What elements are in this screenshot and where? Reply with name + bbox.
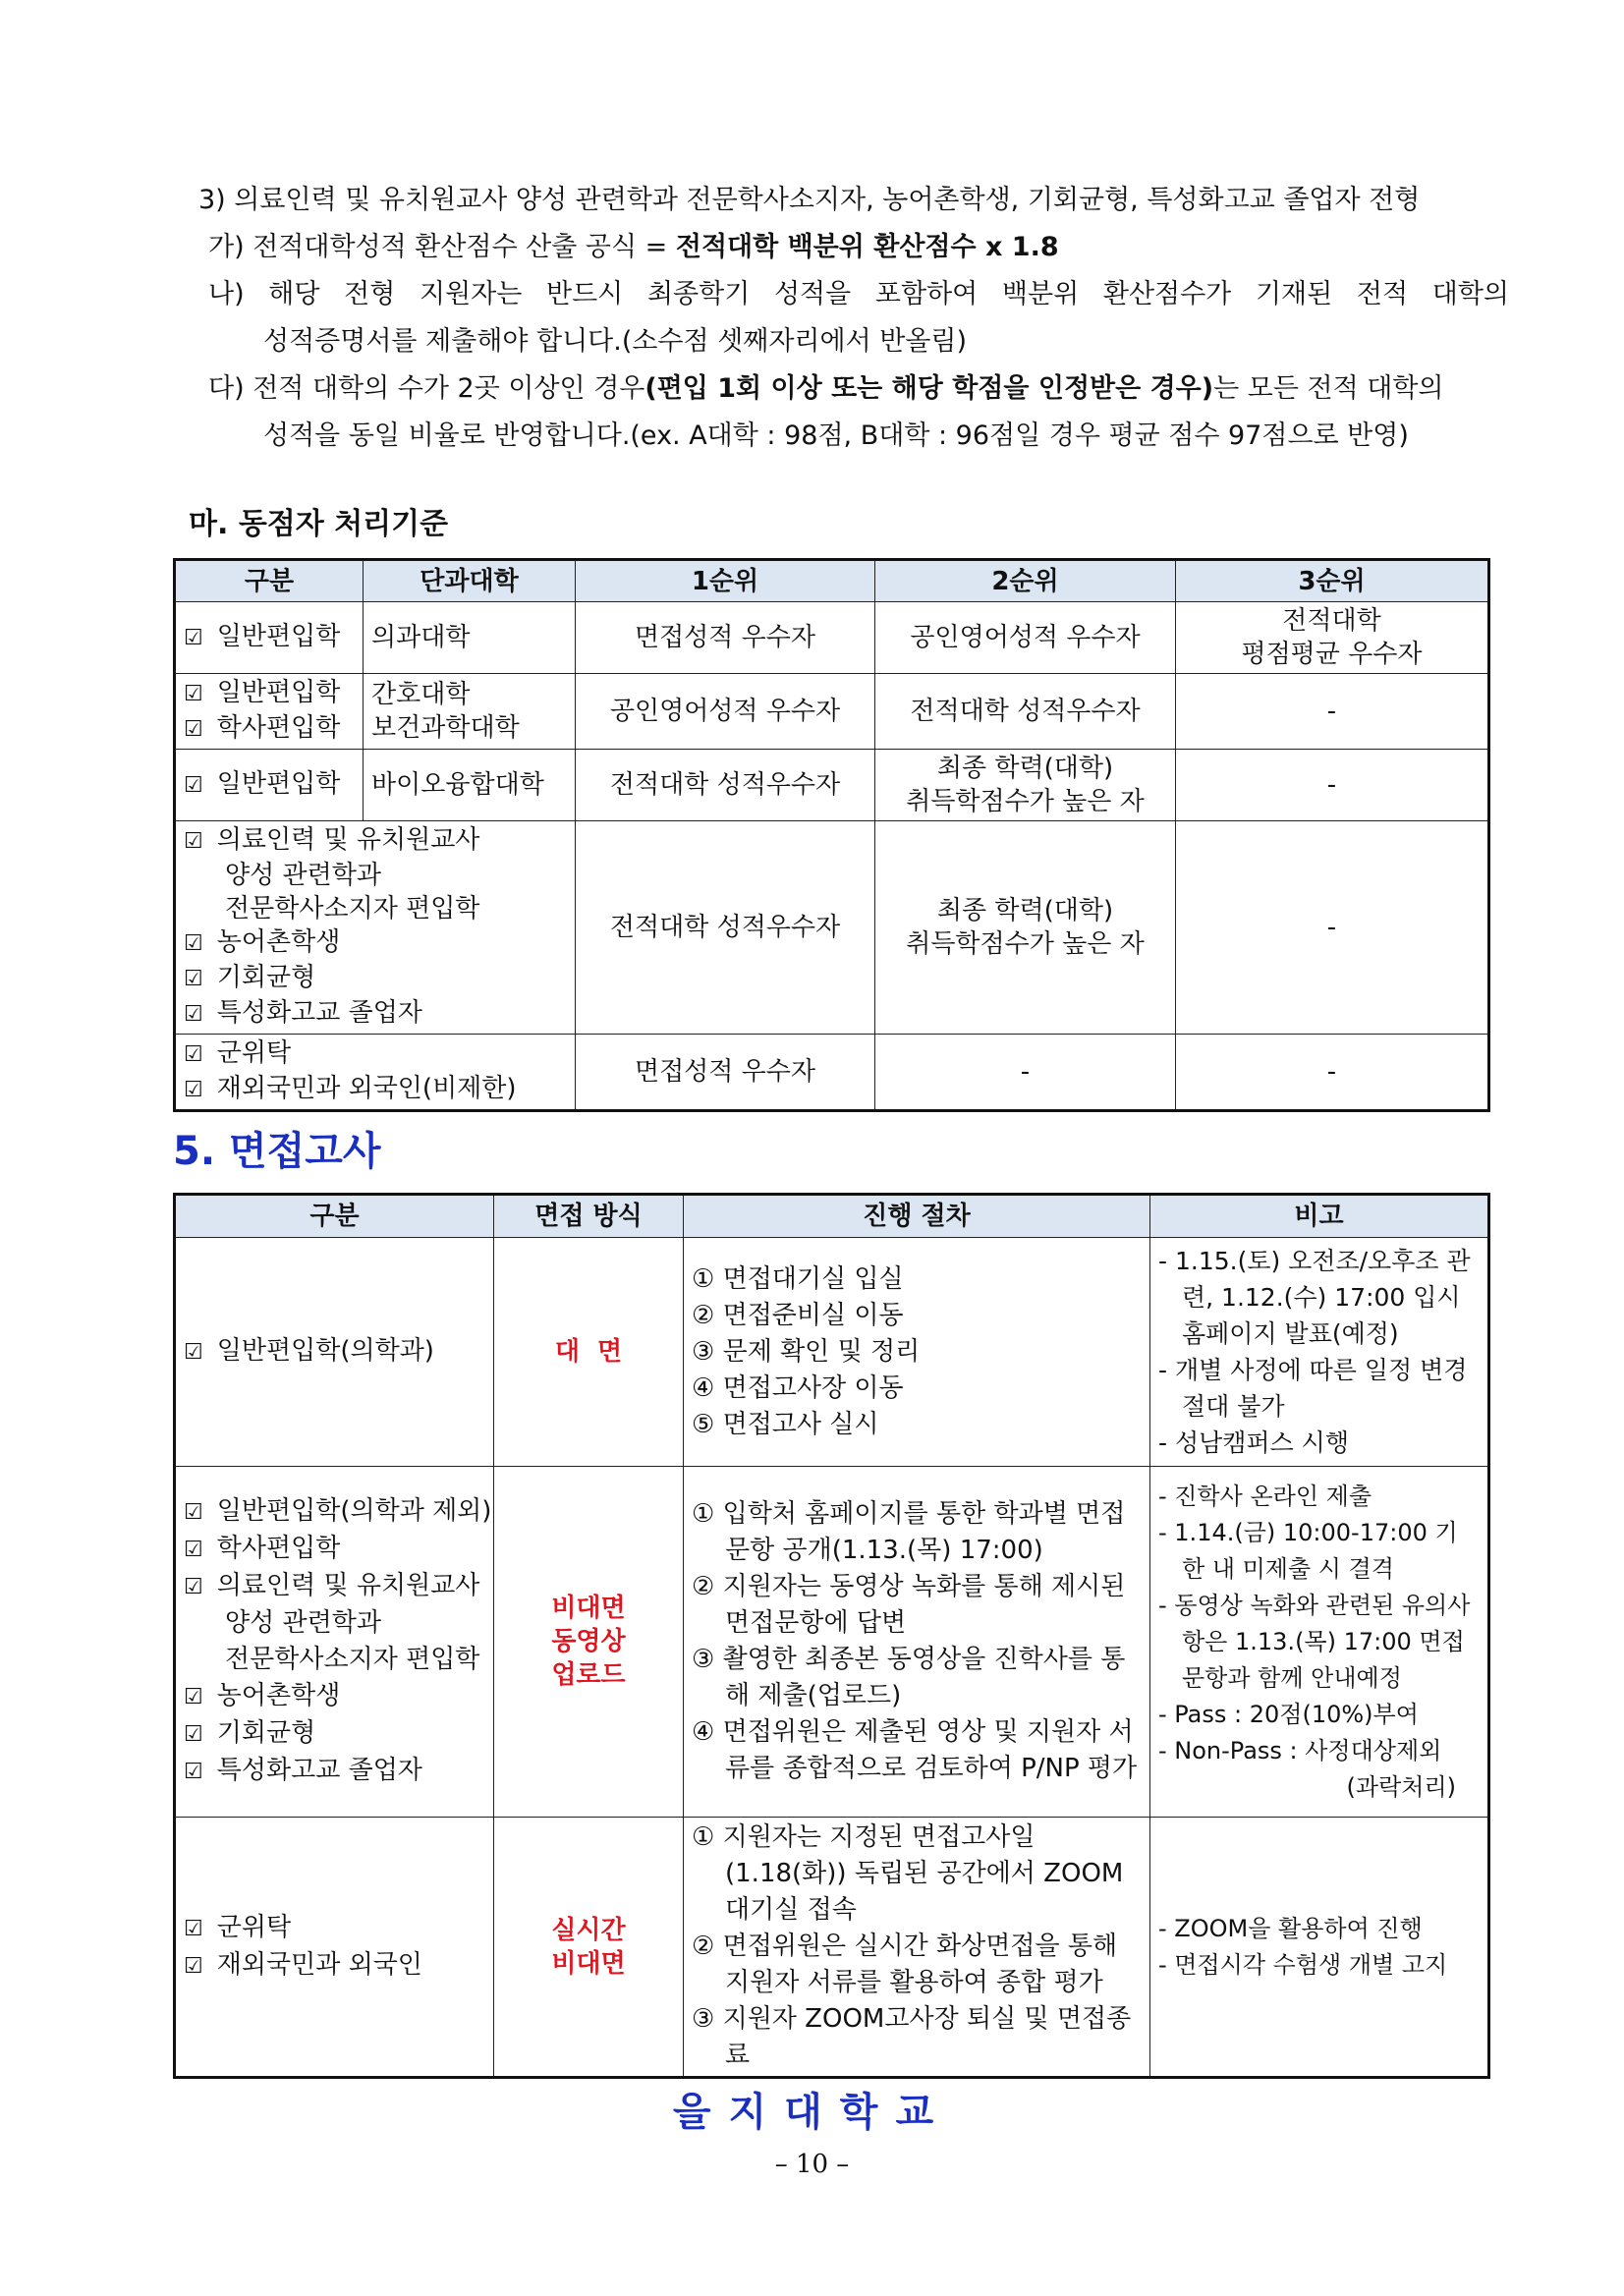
checkbox-icon: ☑	[184, 1078, 203, 1102]
checkbox-icon: ☑	[184, 1722, 203, 1747]
cell-text: 농어촌학생	[216, 927, 341, 957]
cell-text: 학사편입학	[216, 713, 341, 743]
cell-rank3: -	[1176, 750, 1489, 821]
cell-method	[494, 1818, 684, 2078]
intro-line-5-text: 다) 전적 대학의 수가 2곳 이상인 경우	[208, 373, 645, 404]
cell-text: 동영상	[551, 1627, 626, 1656]
step-item: ② 지원자는 동영상 녹화를 통해 제시된 면접문항에 답변	[692, 1572, 1126, 1638]
cell-rank2	[875, 821, 1176, 1035]
tiebreak-heading: 마. 동점자 처리기준	[189, 507, 449, 541]
step-item: ④ 면접고사장 이동	[692, 1372, 904, 1403]
cell-text: 양성 관련학과	[225, 1608, 381, 1638]
checkbox-icon: ☑	[184, 682, 203, 706]
checkbox-icon: ☑	[184, 1538, 203, 1562]
step-item: ② 면접준비실 이동	[692, 1300, 904, 1330]
cell-category	[175, 1238, 494, 1467]
cell-text: 특성화고교 졸업자	[216, 998, 422, 1028]
checkbox-icon: ☑	[184, 1760, 203, 1784]
table-row	[175, 1238, 1489, 1467]
step-item: ③ 촬영한 최종본 동영상을 진학사를 통해 제출(업로드)	[692, 1645, 1126, 1710]
col-header-category: 구분	[175, 560, 364, 602]
cell-method	[494, 1467, 684, 1818]
note-item: - 1.15.(토) 오전조/오후조 관련, 1.12.(수) 17:00 입시홈페이지 발표(예정)	[1158, 1247, 1471, 1348]
note-item: - 1.14.(금) 10:00-17:00 기한 내 미제출 시 결격	[1158, 1518, 1458, 1583]
step-item: ③ 문제 확인 및 정리	[692, 1336, 921, 1367]
checkbox-icon: ☑	[184, 931, 203, 956]
checkbox-icon: ☑	[184, 1685, 203, 1709]
cell-rank1: 면접성적 우수자	[576, 1035, 875, 1111]
cell-text: 기회균형	[216, 1718, 316, 1748]
col-header-rank3: 3순위	[1176, 560, 1489, 602]
cell-text: 의료인력 및 유치원교사	[216, 1571, 480, 1600]
intro-line-6: 성적을 동일 비율로 반영합니다.(ex. A대학 : 98점, B대학 : 96점일 경우 평균 점수 97점으로 반영)	[263, 420, 1409, 451]
cell-text: 농어촌학생	[216, 1681, 341, 1710]
interview-heading: 5. 면접고사	[173, 1129, 381, 1174]
cell-category	[175, 1818, 494, 2078]
cell-rank1: 전적대학 성적우수자	[576, 821, 875, 1035]
table-row	[175, 1818, 1489, 2078]
interview-table	[173, 1193, 1490, 2079]
intro-line-5-bold: (편입 1회 이상 또는 해당 학점을 인정받은 경우)	[644, 373, 1214, 404]
cell-text: 특성화고교 졸업자	[216, 1756, 422, 1785]
intro-line-1: 3) 의료인력 및 유치원교사 양성 관련학과 전문학사소지자, 농어촌학생, 기회균형, 특성화고교 졸업자 전형	[198, 185, 1421, 215]
cell-text: 일반편입학	[216, 622, 341, 651]
checkbox-icon: ☑	[184, 1500, 203, 1525]
cell-college: 바이오융합대학	[364, 750, 576, 821]
cell-notes	[1150, 1467, 1489, 1818]
cell-category	[175, 674, 364, 750]
table-row	[175, 1035, 1489, 1111]
cell-notes	[1150, 1238, 1489, 1467]
cell-category	[175, 1035, 576, 1111]
step-item: ① 지원자는 지정된 면접고사일(1.18(화)) 독립된 공간에서 ZOOM 대기실 접속	[692, 1822, 1124, 1925]
interview-header-row	[175, 1195, 1489, 1238]
cell-text: 실시간	[551, 1915, 626, 1945]
table-row	[175, 602, 1489, 674]
table-row	[175, 674, 1489, 750]
cell-category	[175, 750, 364, 821]
cell-procedure	[684, 1818, 1150, 2078]
checkbox-icon: ☑	[184, 1340, 203, 1365]
tiebreak-header-row	[175, 560, 1489, 602]
cell-rank1: 면접성적 우수자	[576, 602, 875, 674]
cell-procedure	[684, 1467, 1150, 1818]
note-item: - 진학사 온라인 제출	[1158, 1482, 1372, 1510]
cell-text: 일반편입학(의학과)	[216, 1336, 434, 1366]
cell-rank3: -	[1176, 674, 1489, 750]
cell-text: 전문학사소지자 편입학	[225, 894, 480, 924]
step-item: ⑤ 면접고사 실시	[692, 1409, 879, 1439]
cell-text: 비대면	[551, 1948, 626, 1979]
col-header-procedure: 진행 절차	[684, 1195, 1150, 1238]
intro-line-5-tail: 는 모든 전적 대학의	[1213, 373, 1444, 404]
cell-rank3: -	[1176, 1035, 1489, 1111]
cell-category	[175, 602, 364, 674]
cell-text: 군위탁	[216, 1038, 292, 1068]
step-item: ③ 지원자 ZOOM고사장 퇴실 및 면접종료	[692, 2004, 1132, 2070]
cell-rank2	[875, 750, 1176, 821]
cell-rank1: 전적대학 성적우수자	[576, 750, 875, 821]
col-header-category: 구분	[175, 1195, 494, 1238]
cell-text: 일반편입학(의학과 제외)	[216, 1496, 492, 1526]
cell-text: 전문학사소지자 편입학	[225, 1645, 480, 1674]
intro-section	[193, 177, 1509, 460]
cell-procedure	[684, 1238, 1150, 1467]
checkbox-icon: ☑	[184, 717, 203, 742]
step-item: ② 면접위원은 실시간 화상면접을 통해 지원자 서류를 활용하여 종합 평가	[692, 1932, 1118, 1997]
cell-text: 취득학점수가 높은 자	[906, 787, 1145, 816]
checkbox-icon: ☑	[184, 773, 203, 798]
cell-rank1: 공인영어성적 우수자	[576, 674, 875, 750]
table-row	[175, 821, 1489, 1035]
cell-college	[364, 674, 576, 750]
col-header-rank1: 1순위	[576, 560, 875, 602]
col-header-rank2: 2순위	[875, 560, 1176, 602]
note-item: - ZOOM을 활용하여 진행	[1158, 1914, 1423, 1942]
note-item: - 개별 사정에 따른 일정 변경 절대 불가	[1158, 1356, 1468, 1421]
cell-text: 평점평균 우수자	[1241, 640, 1423, 669]
cell-text: 최종 학력(대학)	[936, 896, 1114, 925]
cell-text: 일반편입학	[216, 769, 341, 799]
cell-rank3: -	[1176, 821, 1489, 1035]
step-item: ① 면접대기실 입실	[692, 1263, 904, 1294]
note-item: - Non-Pass : 사정대상제외	[1158, 1736, 1442, 1764]
checkbox-icon: ☑	[184, 1916, 203, 1941]
cell-text: 재외국민과 외국인(비제한)	[216, 1074, 517, 1103]
intro-line-4: 성적증명서를 제출해야 합니다.(소수점 셋째자리에서 반올림)	[263, 326, 968, 357]
checkbox-icon: ☑	[184, 626, 203, 650]
note-item: - 면접시각 수험생 개별 고지	[1158, 1950, 1448, 1979]
step-item: ④ 면접위원은 제출된 영상 및 지원자 서류를 종합적으로 검토하여 P/NP 평가	[692, 1717, 1138, 1783]
checkbox-icon: ☑	[184, 1002, 203, 1027]
intro-line-5	[193, 365, 1509, 413]
note-item: - Pass : 20점(10%)부여	[1158, 1700, 1419, 1728]
tiebreak-table	[173, 558, 1490, 1112]
cell-college: 의과대학	[364, 602, 576, 674]
cell-notes	[1150, 1818, 1489, 2078]
note-item: - 성남캠퍼스 시행	[1158, 1428, 1349, 1457]
cell-text: 비대면	[551, 1594, 626, 1623]
cell-category	[175, 1467, 494, 1818]
intro-line-3: 나) 해당 전형 지원자는 반드시 최종학기 성적을 포함하여 백분위 환산점수가 기재된 전적 대학의	[208, 279, 1509, 309]
checkbox-icon: ☑	[184, 1042, 203, 1067]
col-header-notes: 비고	[1150, 1195, 1489, 1238]
intro-line-2-bold: 전적대학 백분위 환산점수 x 1.8	[675, 232, 1059, 262]
intro-line-2-text: 가) 전적대학성적 환산점수 산출 공식 =	[208, 232, 676, 262]
cell-text: 학사편입학	[216, 1534, 341, 1563]
checkbox-icon: ☑	[184, 1953, 203, 1979]
university-name: 을지대학교	[672, 2090, 952, 2135]
cell-text: 간호대학	[371, 680, 471, 709]
page-number: – 10 –	[774, 2150, 850, 2179]
cell-text: 업로드	[551, 1660, 626, 1690]
table-row	[175, 1467, 1489, 1818]
col-header-method: 면접 방식	[494, 1195, 684, 1238]
intro-line-2	[193, 224, 1509, 271]
cell-text: 재외국민과 외국인	[216, 1949, 422, 1980]
cell-method: 대 면	[494, 1238, 684, 1467]
note-item: - 동영상 녹화와 관련된 유의사항은 1.13.(목) 17:00 면접문항과 함께 안내예정	[1158, 1591, 1471, 1692]
cell-category	[175, 821, 576, 1035]
cell-text: 취득학점수가 높은 자	[906, 929, 1145, 959]
cell-text: 최종 학력(대학)	[936, 754, 1114, 783]
cell-text: 전적대학	[1282, 606, 1381, 636]
cell-text: 보건과학대학	[371, 713, 520, 743]
col-header-college: 단과대학	[364, 560, 576, 602]
checkbox-icon: ☑	[184, 829, 203, 854]
cell-text: 일반편입학	[216, 678, 341, 707]
step-item: ① 입학처 홈페이지를 통한 학과별 면접 문항 공개(1.13.(목) 17:00)	[692, 1499, 1126, 1565]
cell-rank2: 전적대학 성적우수자	[875, 674, 1176, 750]
cell-text: 의료인력 및 유치원교사	[216, 825, 480, 855]
cell-text: 양성 관련학과	[225, 861, 381, 890]
checkbox-icon: ☑	[184, 1575, 203, 1599]
table-row	[175, 750, 1489, 821]
cell-text: 군위탁	[216, 1912, 292, 1942]
cell-text: 기회균형	[216, 963, 316, 992]
cell-rank2: -	[875, 1035, 1176, 1111]
cell-rank3	[1176, 602, 1489, 674]
note-item: (과락처리)	[1346, 1772, 1456, 1801]
checkbox-icon: ☑	[184, 967, 203, 991]
cell-rank2: 공인영어성적 우수자	[875, 602, 1176, 674]
